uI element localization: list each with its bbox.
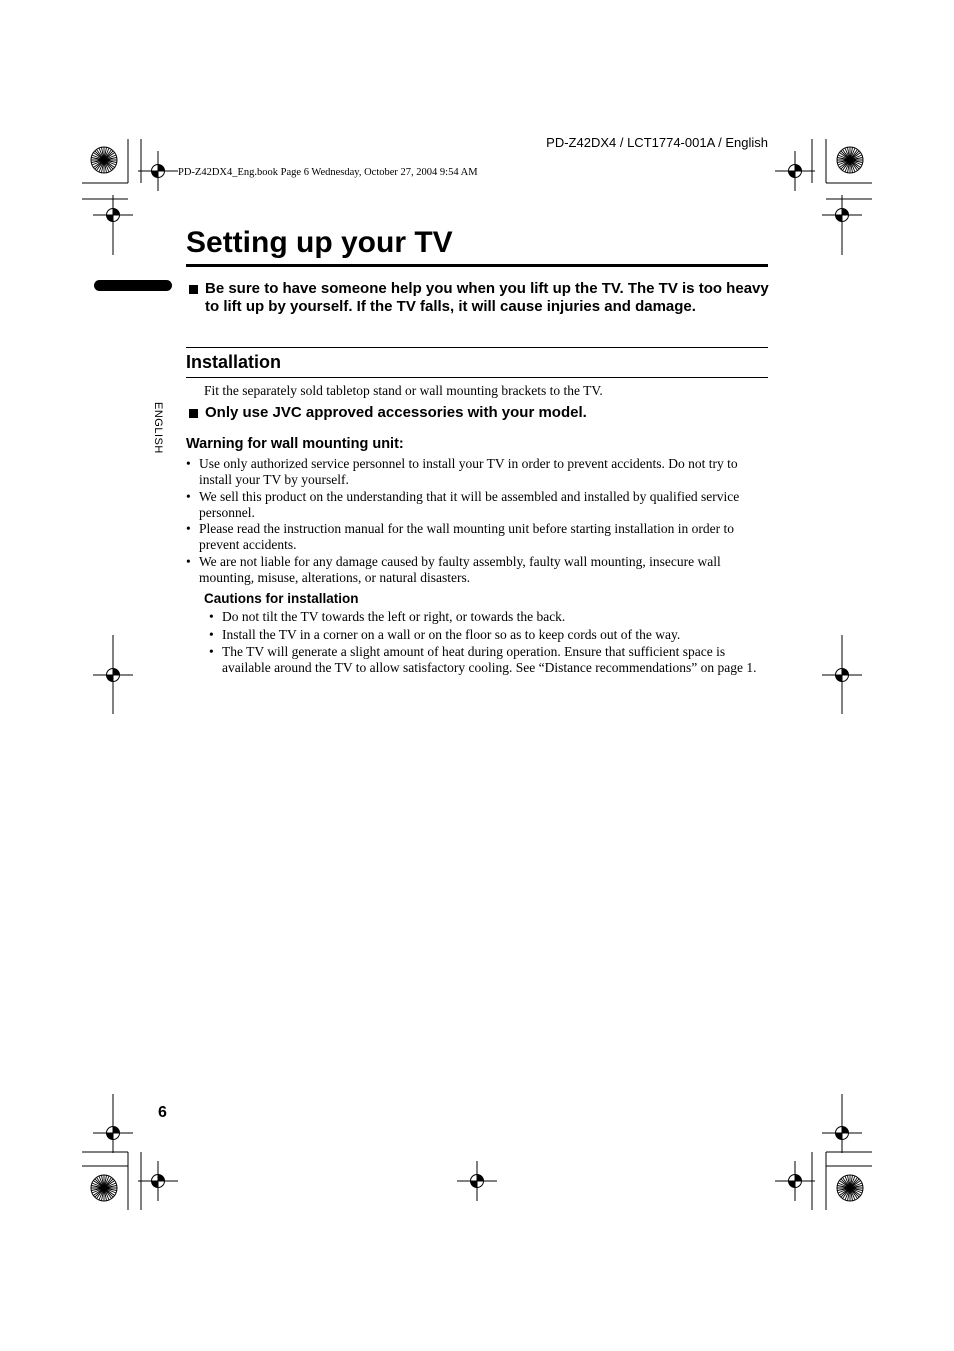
bullet-icon: • [186, 521, 191, 536]
installation-intro: Fit the separately sold tabletop stand or wall mounting brackets to the TV. [204, 383, 603, 398]
wall-mount-warning-heading: Warning for wall mounting unit: [186, 436, 404, 452]
bullet-icon: • [209, 644, 214, 659]
square-bullet-icon [189, 285, 198, 294]
accessories-note-text: Only use JVC approved accessories with your model. [205, 404, 587, 421]
list-item: • Do not tilt the TV towards the left or right, or towards the back. [209, 609, 566, 624]
list-item: • Install the TV in a corner on a wall or on the floor so as to keep cords out of the way. [209, 626, 681, 642]
cautions-list [209, 609, 771, 678]
book-info: PD-Z42DX4_Eng.book Page 6 Wednesday, October 27, 2004 9:54 AM [178, 167, 478, 178]
bullet-icon: • [186, 553, 191, 569]
title-underline [186, 264, 768, 267]
bullet-icon: • [209, 609, 214, 624]
section-rule-top [186, 347, 768, 348]
accessories-note [186, 404, 771, 422]
installation-heading: Installation [186, 352, 282, 372]
page-number: 6 [158, 1104, 167, 1121]
cautions-heading: Cautions for installation [204, 591, 359, 606]
wall-mount-warning-list [186, 456, 771, 586]
page-title: Setting up your TV [186, 226, 453, 259]
bullet-icon: • [186, 456, 191, 471]
section-rule-bottom [186, 377, 768, 378]
document-reference: PD-Z42DX4 / LCT1774-001A / English [546, 135, 768, 150]
section-tab-bar [94, 280, 172, 291]
list-item: • We are not liable for any damage caused by faulty assembly, faulty wall mounting, insecure wall mounting, misuse, alterations, or natural disasters. [186, 553, 721, 585]
lift-warning-text: Be sure to have someone help you when you lift up the TV. The TV is too heavy to lift up by yourself. If the TV falls, it will cause injuries and damage. [205, 280, 769, 315]
bullet-icon: • [186, 488, 191, 504]
bullet-icon: • [209, 626, 214, 642]
lift-warning [186, 280, 771, 316]
list-item: • Use only authorized service personnel to install your TV in order to prevent accidents. Do not try to install your TV by yourself. [186, 456, 738, 487]
language-tab-label: ENGLISH [152, 402, 164, 454]
list-item: • Please read the instruction manual for the wall mounting unit before starting installation in order to prevent accidents. [186, 521, 734, 552]
square-bullet-icon [189, 409, 198, 418]
list-item: • The TV will generate a slight amount of heat during operation. Ensure that sufficient space is available around the TV to allow satisfactory cooling. See “Distance recommendations” on page 1. [209, 644, 757, 675]
list-item: • We sell this product on the understanding that it will be assembled and installed by qualified service personnel. [186, 488, 740, 520]
